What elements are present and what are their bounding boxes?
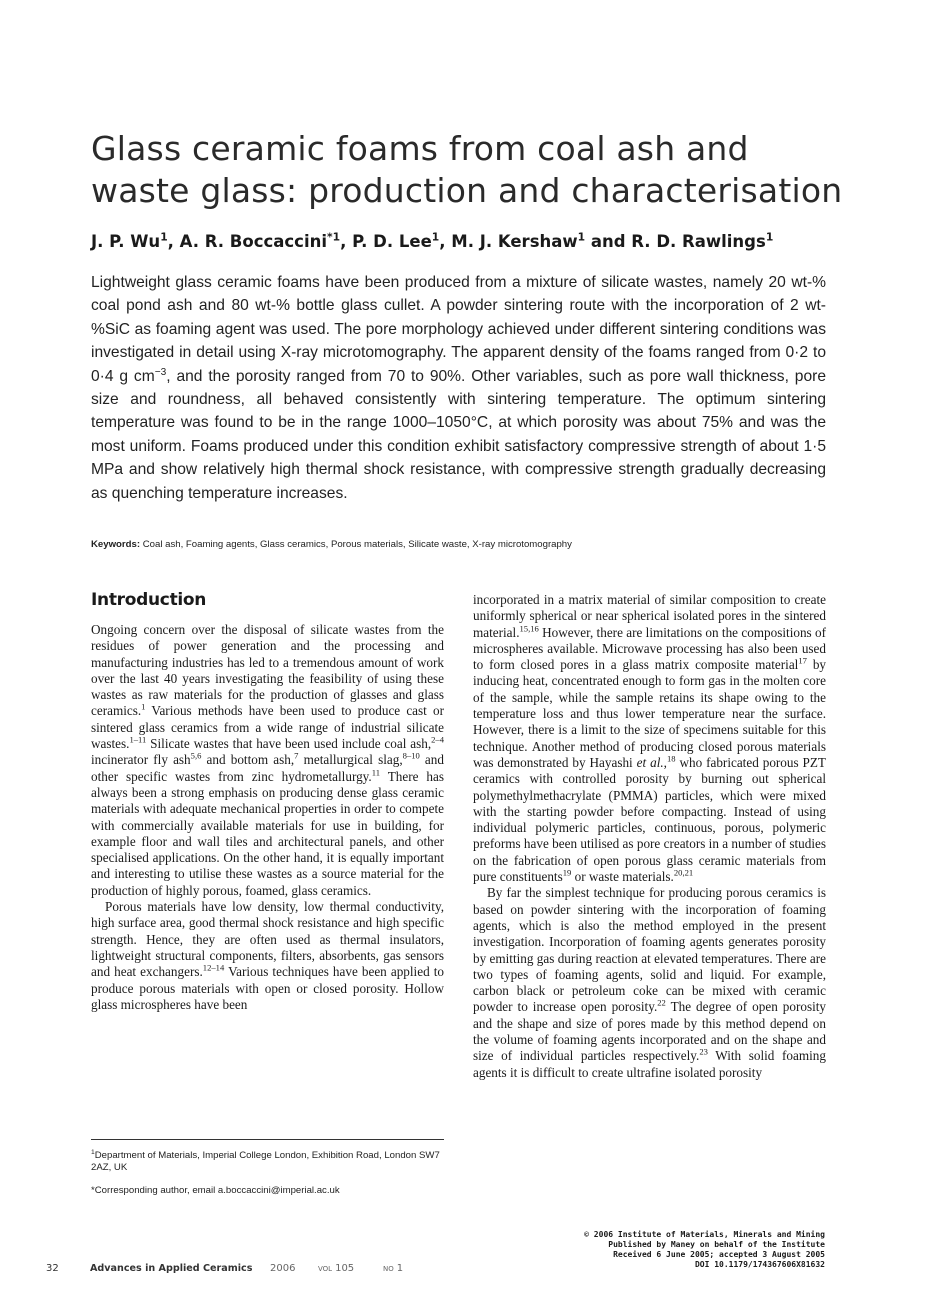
paragraph-text: who fabricated porous PZT ceramics with controlled porosity by burning out spherical polymethylmethacrylate (PMMA) particles, which were mixed with the starting powder before compacting. Instead of using individual polymeric particles, continuous, porous, polymeric preforms have been utilised as pore creators in a number of studies on the fabrication of open porous glass ceramic materials from pure constituents bbox=[473, 754, 826, 885]
footnote-divider bbox=[91, 1139, 444, 1140]
journal-issue bbox=[383, 1263, 403, 1274]
journal-year: 2006 bbox=[270, 1263, 296, 1274]
journal-volume bbox=[318, 1263, 354, 1274]
author-affiliation-mark: 1 bbox=[431, 230, 440, 244]
footnote-corresponding: *Corresponding author, email a.boccaccini@imperial.ac.uk bbox=[91, 1185, 340, 1196]
citation-ref: 17 bbox=[798, 655, 807, 666]
paragraph-text: incinerator fly ash bbox=[91, 752, 191, 768]
footnote-affiliation-text: Department of Materials, Imperial College London, Exhibition Road, London SW7 2AZ, UK bbox=[91, 1150, 440, 1173]
paragraph-text: The degree of open porosity and the shape and size of pores made by this method depend on the volume of foaming agents incorporated and on the shape and size of individual particles respectively. bbox=[473, 999, 826, 1064]
article-title: Glass ceramic foams from coal ash and waste glass: production and characterisation bbox=[91, 129, 843, 210]
author-affiliation-mark: 1 bbox=[160, 230, 168, 244]
doi-line: DOI 10.1179/174367606X81632 bbox=[694, 1260, 825, 1269]
left-column bbox=[91, 622, 444, 1013]
keywords-text: Coal ash, Foaming agents, Glass ceramics, Porous materials, Silicate waste, X-ray microtomography bbox=[142, 539, 572, 550]
paragraph-text: However, there are limitations on the compositions of microspheres available. Microwave processing has also been used to form closed pores in a glass matrix composite material bbox=[473, 624, 826, 673]
footnote-affiliation bbox=[91, 1150, 444, 1174]
volume-label: VOL bbox=[318, 1265, 333, 1273]
abstract-text-2: , and the porosity ranged from 70 to 90%. Other variables, such as pore wall thickness, pore size and roundness, all behaved consistently with sintering temperature. The optimum sintering temperature was found to be in the range 1000–1050°C, at which porosity was about 75% and was the most uniform. Foams produced under this condition exhibit satisfactory compressive strength of about 1·5 MPa and show relatively high thermal shock resistance, with compressive strength gradually decreasing as quenching temperature increases. bbox=[91, 367, 826, 502]
body-paragraph bbox=[473, 592, 826, 885]
paragraph-text: metallurgical slag, bbox=[298, 752, 403, 768]
citation-ref: 22 bbox=[657, 998, 666, 1009]
copyright-block bbox=[584, 1230, 825, 1270]
citation-ref: 18 bbox=[666, 753, 676, 764]
citation-ref: 2–4 bbox=[431, 734, 444, 745]
paragraph-text: , bbox=[663, 754, 667, 770]
citation-ref: 1–11 bbox=[129, 734, 147, 745]
journal-name: Advances in Applied Ceramics bbox=[90, 1263, 253, 1274]
citation-ref: 1 bbox=[141, 702, 146, 713]
paragraph-text: by inducing heat, concentrated enough to form gas in the molten core of the sample, while the sample retains its shape owing to the temperature loss and thus lower temperature near the surface. However, there is a limit to the size of specimens suitable for this technique. Another method of producing closed porous materials was demonstrated by Hayashi bbox=[473, 657, 827, 770]
issue-value: 1 bbox=[396, 1263, 404, 1274]
citation-ref: 20,21 bbox=[673, 867, 694, 878]
citation-ref: 11 bbox=[371, 767, 380, 778]
publisher-line: Published by Maney on behalf of the Institute bbox=[608, 1240, 825, 1249]
citation-ref: 23 bbox=[699, 1046, 708, 1057]
author-list bbox=[91, 232, 773, 251]
footnote-mark: 1 bbox=[91, 1148, 95, 1156]
volume-value: 105 bbox=[335, 1263, 355, 1274]
issue-label: NO bbox=[383, 1265, 394, 1273]
citation-ref: 5,6 bbox=[190, 750, 202, 761]
citation-ref: 15,16 bbox=[519, 623, 539, 634]
paragraph-text: Silicate wastes that have been used include coal ash, bbox=[146, 736, 432, 752]
abstract bbox=[91, 271, 826, 505]
paragraph-text: Ongoing concern over the disposal of silicate wastes from the residues of power generation and the processing and manufacturing industries has led to a tremendous amount of work over the last 40 years investigating the feasibility of using these wastes as raw materials for the production of glasses and glass ceramics. bbox=[91, 622, 444, 719]
author-separator: and bbox=[585, 232, 632, 251]
section-heading-introduction: Introduction bbox=[91, 590, 207, 610]
page-number: 32 bbox=[46, 1263, 59, 1274]
abstract-superscript: −3 bbox=[154, 366, 167, 378]
body-paragraph bbox=[473, 885, 826, 1081]
author-affiliation-mark: 1 bbox=[577, 230, 586, 244]
body-paragraph bbox=[91, 899, 444, 1013]
author-separator: , bbox=[167, 232, 180, 251]
author-name: M. J. Kershaw bbox=[451, 232, 578, 251]
abstract-text-1: Lightweight glass ceramic foams have been produced from a mixture of silicate wastes, namely 20 wt-% coal pond ash and 80 wt-% bottle glass cullet. A powder sintering route with the incorporation of 2 wt-%SiC as foaming agent was used. The pore morphology achieved under different sintering conditions was investigated in detail using X-ray microtomography. The apparent density of the foams ranged from 0·2 to 0·4 g cm bbox=[91, 274, 826, 385]
paragraph-text: and bottom ash, bbox=[201, 752, 295, 768]
right-column bbox=[473, 592, 826, 1081]
paragraph-text: With solid foaming agents it is difficult to create ultrafine isolated porosity bbox=[473, 1048, 826, 1080]
author-name: R. D. Rawlings bbox=[631, 232, 766, 251]
italic-text: et al. bbox=[636, 754, 664, 770]
keywords-label: Keywords: bbox=[91, 539, 141, 550]
paragraph-text: Various techniques have been applied to produce porous materials with open or closed porosity. Hollow glass microspheres have been bbox=[91, 964, 444, 1012]
citation-ref: 12–14 bbox=[202, 962, 225, 973]
paragraph-text: There has always been a strong emphasis on producing dense glass ceramic materials with adequate mechanical properties in order to compete with commercially available materials for use in building, for example floor and wall tiles and architectural panels, and other specialised applications. On the other hand, it is equally important and interesting to utilise these wastes as a source material for the production of highly porous, foamed, glass ceramics. bbox=[91, 768, 444, 898]
author-separator: , bbox=[340, 232, 353, 251]
citation-ref: 19 bbox=[562, 867, 572, 878]
author-name: A. R. Boccaccini bbox=[179, 232, 328, 251]
paragraph-text: Porous materials have low density, low thermal conductivity, high surface area, good thermal shock resistance and high specific strength. Hence, they are often used as thermal insulators, lightweight structural components, filters, absorbents, gas sensors and heat exchangers. bbox=[91, 899, 444, 980]
author-affiliation-mark: 1 bbox=[765, 230, 774, 244]
author-name: P. D. Lee bbox=[352, 232, 432, 251]
paragraph-text: Various methods have been used to produce cast or sintered glass ceramics from a wide range of industrial silicate wastes. bbox=[91, 703, 444, 752]
author-separator: , bbox=[439, 232, 452, 251]
author-affiliation-mark: *1 bbox=[327, 230, 341, 244]
paragraph-text: or waste materials. bbox=[571, 869, 674, 885]
paragraph-text: By far the simplest technique for producing porous ceramics is based on powder sintering with the incorporation of foaming agents, which is also the method employed in the present investigation. Incorporation of foaming agents generates porosity by emitting gas during reaction at elevated temperatures. There are two types of foaming agents, solid and liquid. For example, carbon black or petroleum coke can be mixed with ceramic powder to increase open porosity. bbox=[473, 885, 826, 1015]
paragraph-text: incorporated in a matrix material of similar composition to create uniformly spherical or near spherical isolated pores in the sintered material. bbox=[473, 592, 826, 640]
body-paragraph bbox=[91, 622, 444, 899]
keywords bbox=[91, 539, 826, 550]
citation-ref: 7 bbox=[294, 750, 299, 761]
paragraph-text: and other specific wastes from zinc hydrometallurgy. bbox=[91, 752, 444, 784]
citation-ref: 8–10 bbox=[402, 750, 420, 761]
received-line: Received 6 June 2005; accepted 3 August 2005 bbox=[613, 1250, 825, 1259]
copyright-line: © 2006 Institute of Materials, Minerals and Mining bbox=[584, 1230, 825, 1239]
author-name: J. P. Wu bbox=[91, 232, 161, 251]
